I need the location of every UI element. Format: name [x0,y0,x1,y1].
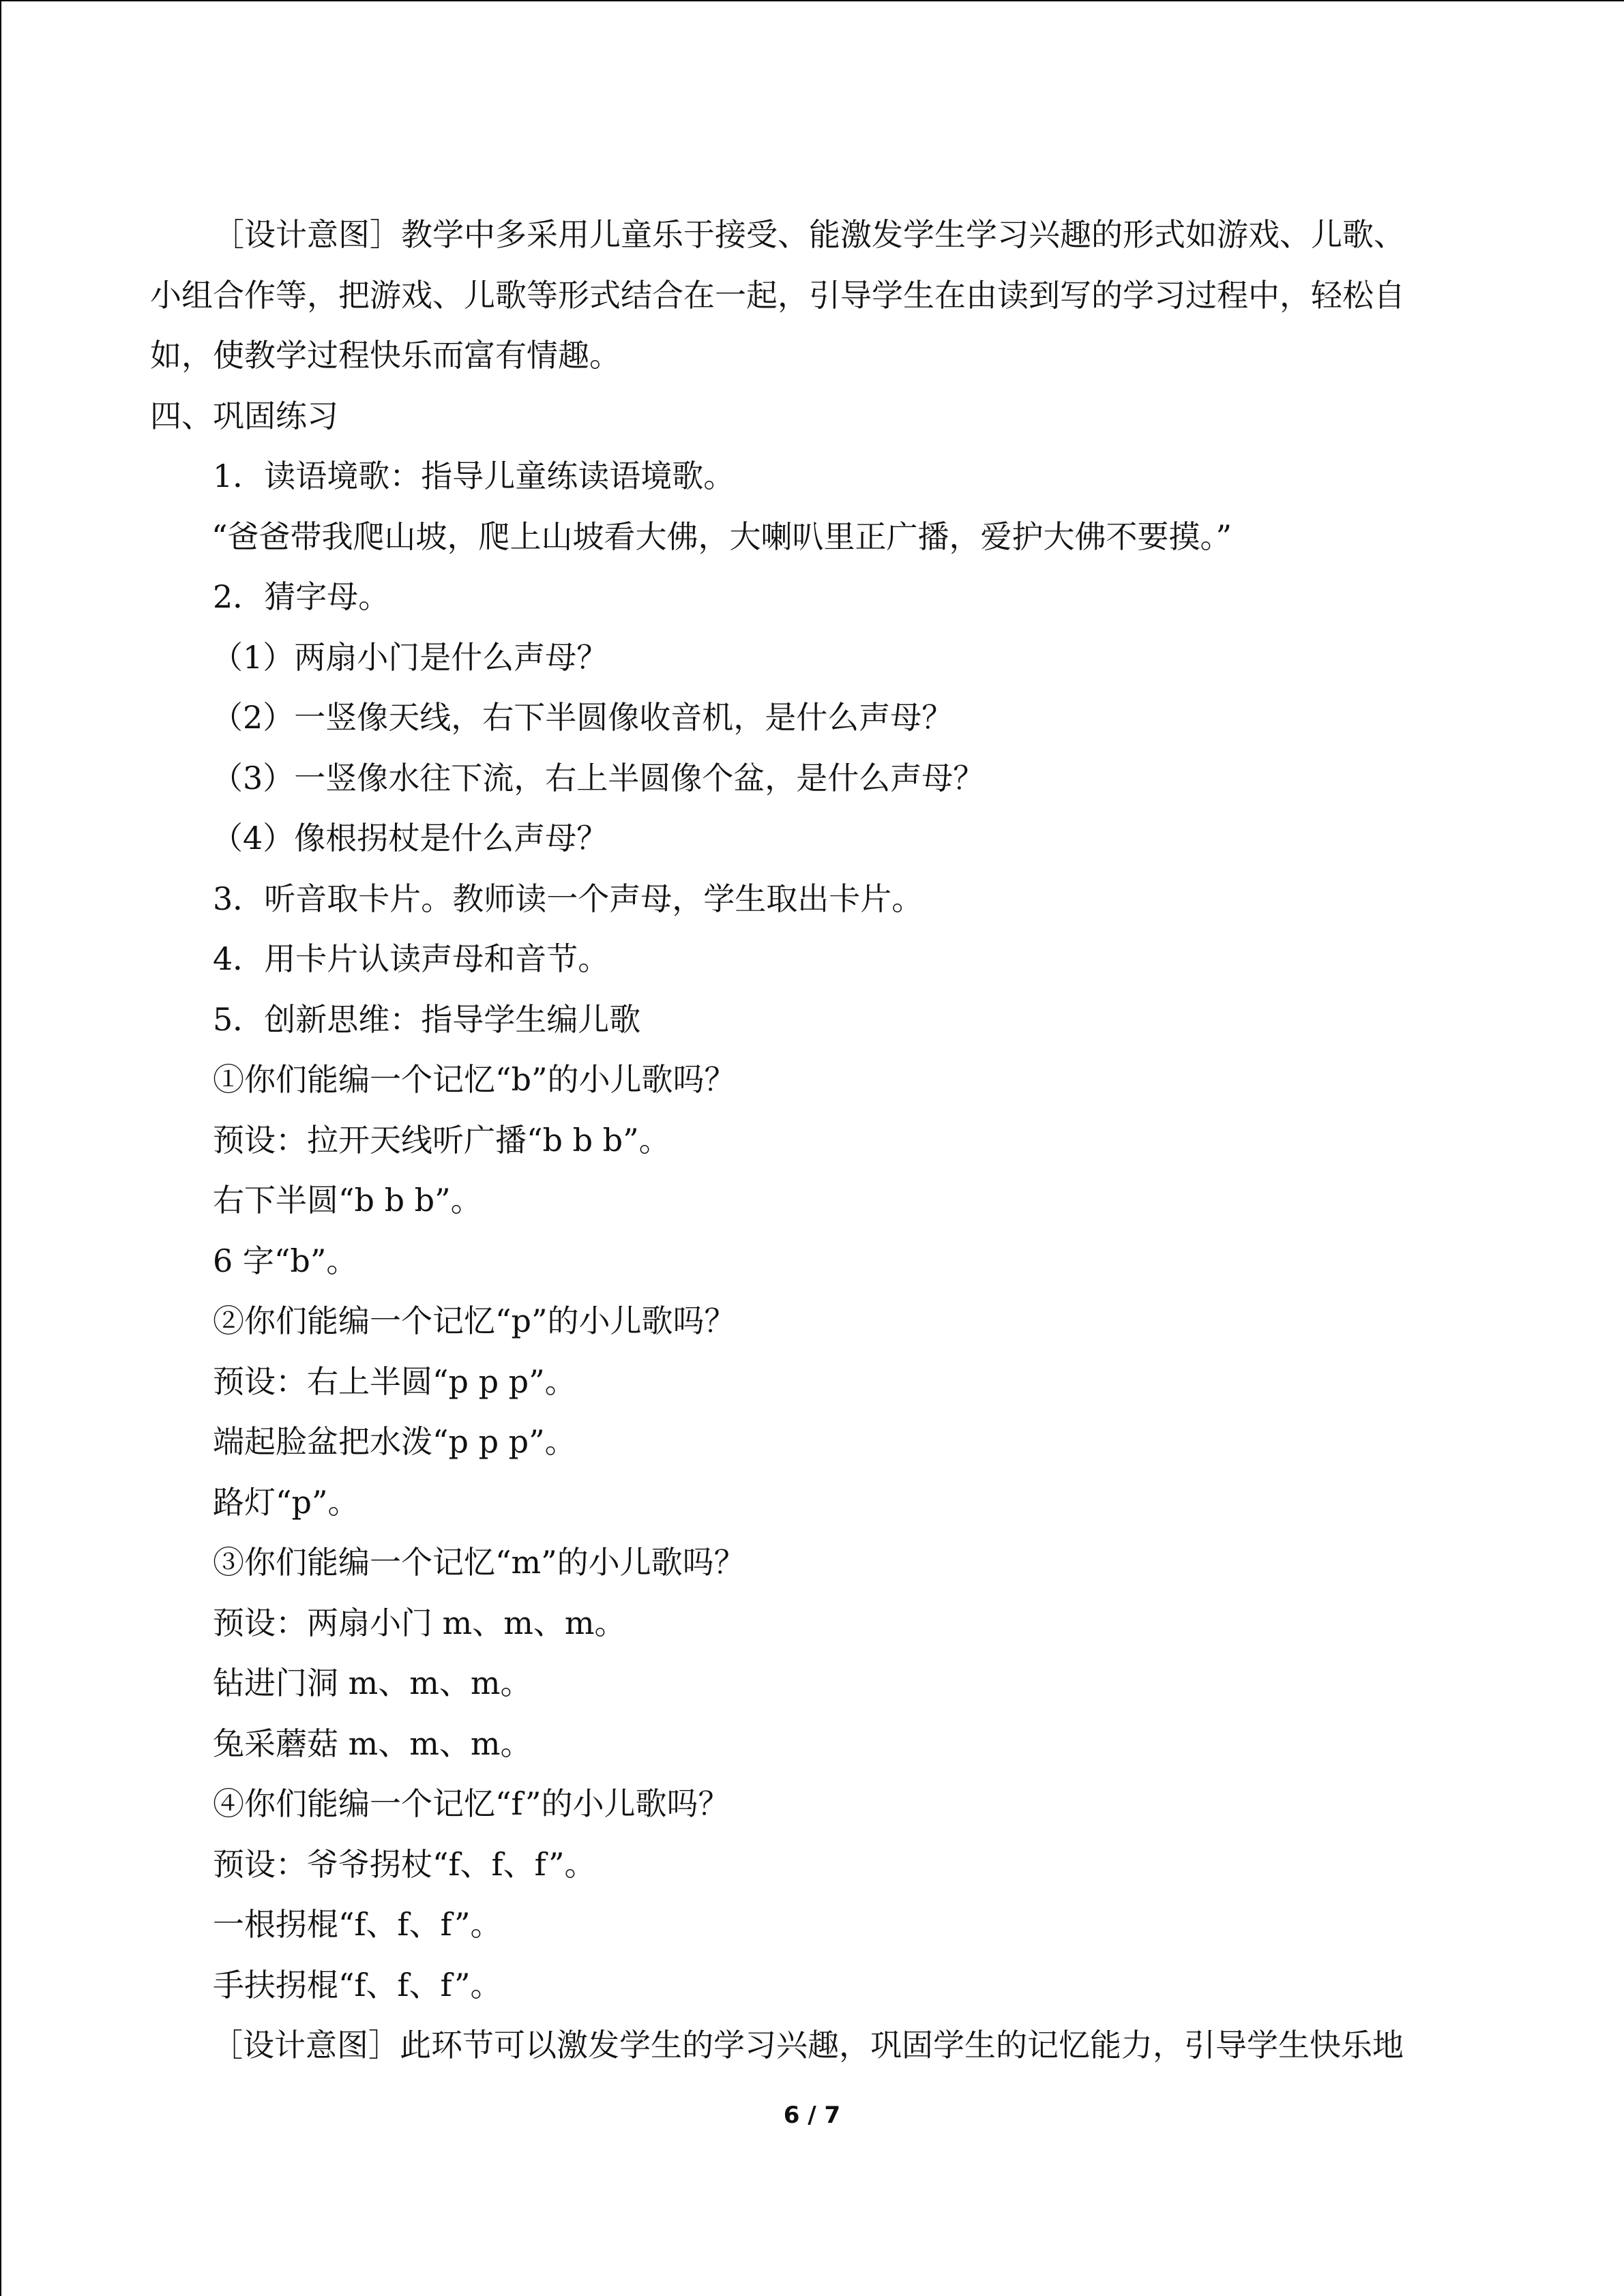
design-intent-paragraph-line: 小组合作等，把游戏、儿歌等形式结合在一起，引导学生在由读到写的学习过程中，轻松自 [150,276,1405,314]
riddle-item: （4）像根拐杖是什么声母？ [211,820,608,856]
design-intent-paragraph-line: ［设计意图］教学中多采用儿童乐于接受、能激发学生学习兴趣的形式如游戏、儿歌、 [213,216,1405,253]
riddle-item: （3）一竖像水往下流，右上半圆像个盆，是什么声母？ [211,759,985,796]
section-heading: 四、巩固练习 [150,397,338,434]
document-body [150,205,1477,2076]
rhyme-question: ④你们能编一个记忆“f”的小儿歌吗？ [213,1785,730,1822]
riddle-item: （2）一竖像天线，右下半圆像收音机，是什么声母？ [211,699,954,736]
rhyme-line: 端起脸盆把水泼“p p p”。 [213,1423,576,1460]
context-song-quote: “爸爸带我爬山坡，爬上山坡看大佛，大喇叭里正广播，爱护大佛不要摸。” [211,518,1232,555]
rhyme-line: 一根拐棍“f、f、f”。 [213,1906,502,1943]
exercise-item: 2．猜字母。 [213,578,390,615]
exercise-item: 1．读语境歌：指导儿童练读语境歌。 [213,458,735,494]
rhyme-line: 手扶拐棍“f、f、f”。 [213,1966,502,2003]
rhyme-line: 预设：两扇小门 m、m、m。 [213,1604,626,1641]
exercise-item: 4．用卡片认读声母和音节。 [213,940,610,977]
exercise-item: 5．创新思维：指导学生编儿歌 [213,1000,641,1038]
rhyme-question: ①你们能编一个记忆“b”的小儿歌吗？ [213,1061,736,1098]
rhyme-question: ②你们能编一个记忆“p”的小儿歌吗？ [213,1302,736,1339]
rhyme-line: 预设：爷爷拐杖“f、f、f”。 [213,1845,596,1883]
rhyme-line: 预设：拉开天线听广播“b b b”。 [213,1121,670,1159]
rhyme-line: 右下半圆“b b b”。 [213,1182,482,1219]
rhyme-line: 兔采蘑菇 m、m、m。 [213,1725,532,1762]
rhyme-line: 6 字“b”。 [213,1242,358,1279]
design-intent-paragraph-line: ［设计意图］此环节可以激发学生的学习兴趣，巩固学生的记忆能力，引导学生快乐地 [211,2027,1404,2063]
page-number: 6 / 7 [783,2102,841,2129]
rhyme-question: ③你们能编一个记忆“m”的小儿歌吗？ [213,1544,745,1581]
exercise-item: 3．听音取卡片。教师读一个声母，学生取出卡片。 [213,880,924,917]
rhyme-line: 预设：右上半圆“p p p”。 [213,1362,576,1400]
riddle-item: （1）两扇小门是什么声母？ [211,638,608,676]
design-intent-paragraph-line: 如，使教学过程快乐而富有情趣。 [150,337,621,374]
rhyme-line: 路灯“p”。 [213,1483,359,1521]
rhyme-line: 钻进门洞 m、m、m。 [213,1665,532,1701]
